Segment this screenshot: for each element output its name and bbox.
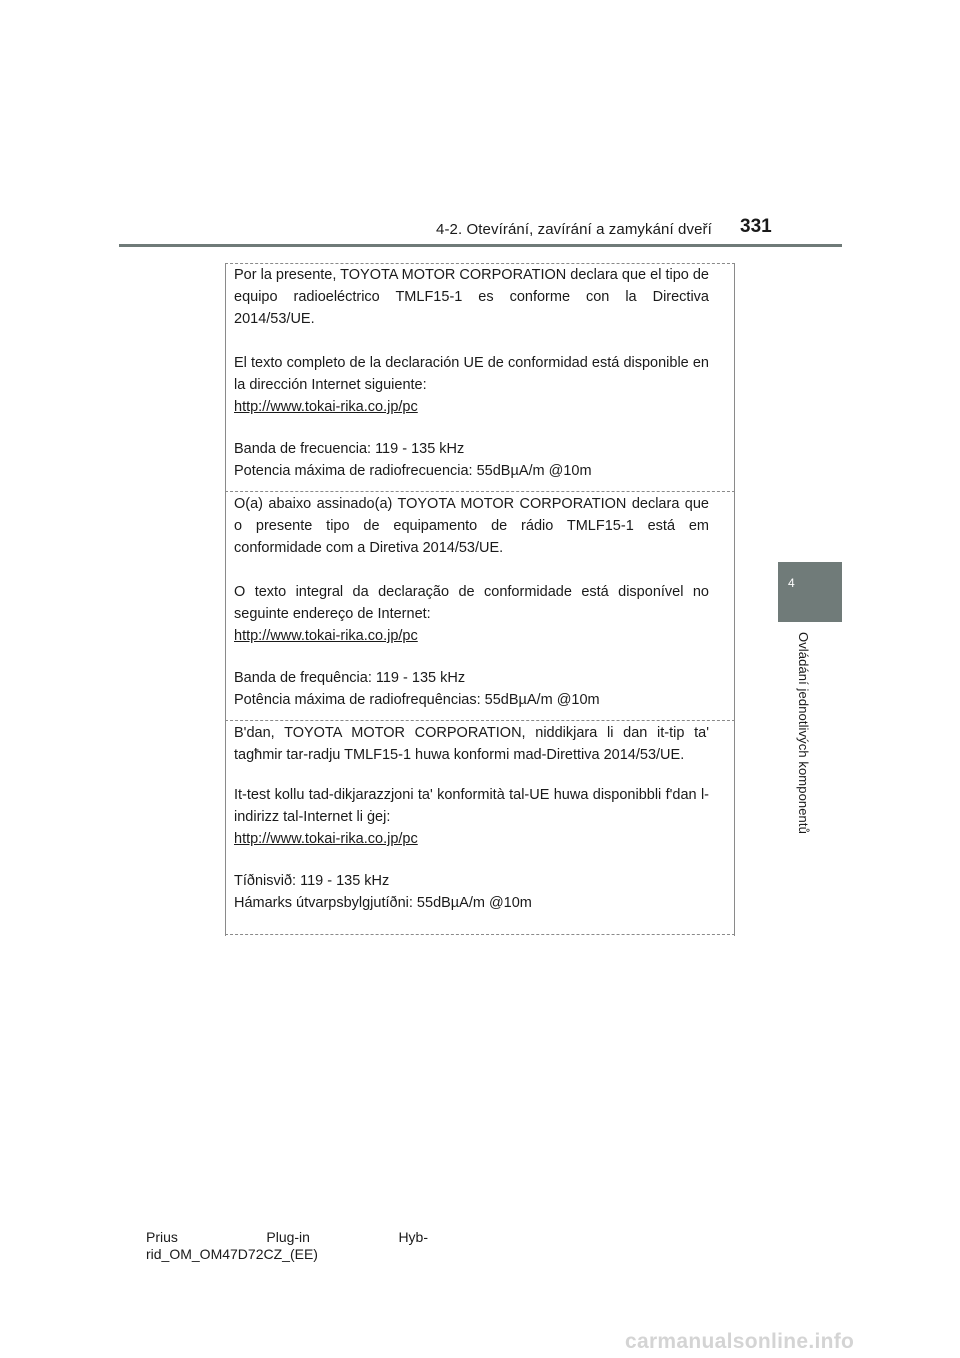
frequency-band: Banda de frecuencia: 119 - 135 kHz [234,441,465,457]
footer-model-word: Plug-in [266,1229,310,1245]
frequency-band: Tíðnisvið: 119 - 135 kHz [234,873,390,889]
frequency-band: Banda de frequência: 119 - 135 kHz [234,670,466,686]
declaration-section-es [234,264,709,482]
declaration-availability: It-test kollu tad-dikjarazzjoni ta' konformità tal-UE huwa disponibbli f'dan l-indirizz tal-Internet li ġej: [234,787,709,825]
section-divider [225,720,735,721]
max-power: Hámarks útvarpsbylgjutíðni: 55dBµA/m @10m [234,895,532,911]
declaration-url-link[interactable]: http://www.tokai-rika.co.jp/pc [234,399,418,415]
chapter-side-label: Ovládání jednotlivých komponentů [796,632,811,834]
declaration-section-pt [234,493,709,711]
declaration-statement: B'dan, TOYOTA MOTOR CORPORATION, niddikjara li dan it-tip ta' tagħmir tar-radju TMLF15-1 huwa konformi mad-Direttiva 2014/53/UE. [234,725,709,763]
page-number: 331 [740,216,772,237]
max-power: Potência máxima de radiofrequências: 55dBµA/m @10m [234,692,600,708]
footer-model-word: Prius [146,1229,178,1245]
declaration-url-link[interactable]: http://www.tokai-rika.co.jp/pc [234,831,418,847]
watermark: carmanualsonline.info [625,1330,855,1353]
declaration-statement: Por la presente, TOYOTA MOTOR CORPORATION declara que el tipo de equipo radioeléctrico TMLF15-1 es conforme con la Directiva 2014/53/UE. [234,267,709,327]
chapter-tab-number: 4 [788,576,795,590]
declaration-availability: El texto completo de la declaración UE de conformidad está disponible en la dirección Internet siguiente: [234,355,709,393]
declaration-box-bottom-border [225,934,735,935]
page-header-title: 4-2. Otevírání, zavírání a zamykání dveří [436,221,712,238]
chapter-tab [778,562,842,622]
declaration-section-mt [234,722,709,914]
footer-model-word: Hyb- [398,1229,428,1245]
document-footer [146,1229,428,1263]
declaration-availability: O texto integral da declaração de conformidade está disponível no seguinte endereço de Internet: [234,584,709,622]
max-power: Potencia máxima de radiofrecuencia: 55dBµA/m @10m [234,463,592,479]
declaration-statement: O(a) abaixo assinado(a) TOYOTA MOTOR CORPORATION declara que o presente tipo de equipamento de rádio TMLF15-1 está em conformidade com a Diretiva 2014/53/UE. [234,496,709,556]
section-divider [225,491,735,492]
footer-document-code: rid_OM_OM47D72CZ_(EE) [146,1246,318,1262]
declaration-url-link[interactable]: http://www.tokai-rika.co.jp/pc [234,628,418,644]
header-divider [119,244,842,247]
